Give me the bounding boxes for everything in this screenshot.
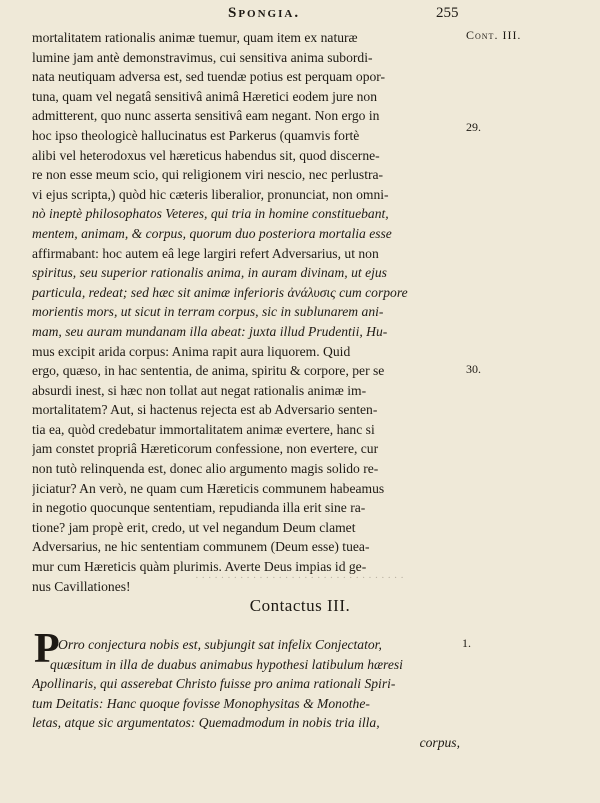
text-line: Apollinaris, qui asserebat Christo fuisse pro anima rationali Spiri- — [32, 676, 396, 692]
text-line: jiciatur? An verò, ne quam cum Hæreticis communem habeamus — [32, 480, 385, 496]
text-line: in negotio quocunque sententiam, repudianda illa erit sine ra- — [32, 500, 366, 516]
text-line: morientis mors, ut sicut in terram corpus, sic in sublunarem ani- — [32, 304, 384, 320]
catchword: corpus, — [419, 734, 460, 750]
text-line: mur cum Hæreticis quàm plurimis. Averte Deus impias id ge- — [32, 559, 367, 575]
text-line: spiritus, seu superior rationalis anima, in auram divinam, ut ejus — [32, 265, 387, 281]
text-line: letas, atque sic argumentatos: Quemadmodum in nobis tria illa, — [32, 715, 380, 731]
text-line: Orro conjectura nobis est, subjungit sat infelix Conjectator, — [58, 637, 382, 652]
drop-cap: P — [34, 626, 60, 672]
text-line: tuna, quam vel negatâ sensitivâ animâ Hæretici eodem jure non — [32, 88, 378, 104]
text-line: Adversarius, ne hic sententiam communem (Deum esse) tuea- — [32, 539, 370, 555]
text-line: ergo, quæso, in hac sententia, de anima, spiritu & corpore, per se — [32, 363, 385, 379]
text-line: nò ineptè philosophatos Veteres, qui tria in homine constituebant, — [32, 206, 389, 222]
text-line: lumine jam antè demonstravimus, cui sensitiva anima subordi- — [32, 49, 373, 65]
text-line: hoc ipso theologicè hallucinatus est Parkerus (quamvis fortè — [32, 127, 360, 143]
margin-note-contact: Cont. III. — [466, 28, 522, 42]
show-through-text: · · · · · · · · · · · · · · · · · · · · · · · · · · · · · · · · · — [195, 572, 404, 584]
text-line: mortalitatem rationalis animæ tuemur, quam item ex naturæ — [32, 30, 358, 45]
text-line: quæsitum in illa de duabus animabus hypothesi latibulum hæresi — [50, 656, 403, 672]
page-header — [0, 3, 600, 25]
text-line: alibi vel heterodoxus vel hæreticus habendus sit, quod discerne- — [32, 147, 380, 163]
text-line: vi ejus scripta,) quòd hic cæteris liberalior, pronunciat, non omni- — [32, 186, 389, 202]
margin-note-29: 29. — [466, 120, 481, 134]
text-line: mortalitatem? Aut, si hactenus rejecta est ab Adversario senten- — [32, 402, 378, 418]
text-line: nata neutiquam adversa est, sed tuendæ potius est perquam opor- — [32, 69, 386, 85]
main-text — [32, 28, 460, 596]
text-line: particula, redeat; sed hæc sit animæ inferioris ἀνάλυσις cum corpore — [32, 284, 408, 300]
text-line: absurdi inest, si hæc non tollat aut negat rationalis animæ im- — [32, 382, 367, 398]
section-text — [32, 635, 460, 753]
text-line: tione? jam propè erit, credo, ut vel negandum Deum clamet — [32, 519, 356, 535]
text-line: admitterent, quo nunc asserta sensitivâ eam negant. Non ergo in — [32, 108, 380, 124]
margin-note-1: 1. — [462, 636, 471, 650]
text-line: affirmabant: hoc autem eâ lege largiri refert Adversarius, ut non — [32, 245, 379, 261]
text-line: tum Deitatis: Hanc quoque fovisse Monophysitas & Monothe- — [32, 695, 370, 711]
running-head: Spongia. — [228, 5, 301, 21]
section-heading: Contactus III. — [249, 596, 351, 615]
text-line: nus Cavillationes! — [32, 578, 131, 594]
page-number: 255 — [436, 5, 459, 21]
text-line: mentem, animam, & corpus, quorum duo posteriora mortalia esse — [32, 225, 392, 241]
text-line: tia ea, quòd credebatur immortalitatem animæ evertere, hanc si — [32, 421, 375, 437]
text-line: mus excipit arida corpus: Anima rapit aura liquorem. Quid — [32, 343, 351, 359]
text-line: jam constet propriâ Hæreticorum confessione, non evertere, cur — [32, 441, 379, 457]
margin-note-30: 30. — [466, 362, 481, 376]
text-line: re non esse meum scio, qui religionem viri nescio, nec perlustra- — [32, 167, 384, 183]
text-line: non tutò relinquenda est, donec alio argumento magis solido re- — [32, 461, 379, 477]
text-line: mam, seu auram mundanam illa abeat: juxta illud Prudentii, Hu- — [32, 323, 388, 339]
